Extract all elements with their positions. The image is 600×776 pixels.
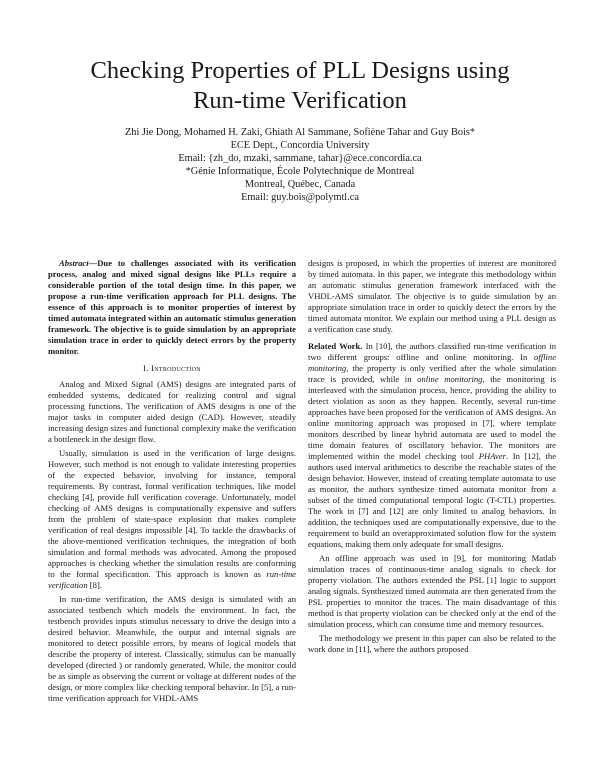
- title-line-2: Run-time Verification: [193, 87, 407, 114]
- abstract: [48, 258, 296, 357]
- related-work-text-b: , the property is only verified after the whole simulation trace is provided, while in: [308, 363, 556, 384]
- paper-title: [40, 56, 560, 116]
- title-line-1: Checking Properties of PLL Designs using: [90, 57, 510, 84]
- right-paragraph-1: designs is proposed, in which the properties of interest are monitored by timed automata. In this paper, we integrate this methodology within an automatic stimulus generation framework interfaced with the VHDL-AMS simulator. The objective is to guide simulation by an appropriate simulation trace in order to quickly detect the errors by the timed automata monitor. We explain our method using a PLL design as a verification case study.: [308, 258, 556, 334]
- intro-paragraph-2: [48, 448, 296, 591]
- related-work-text-d: . In [12], the authors used interval arithmetics to describe the reachable states of the design behavior. However, instead of creating template automata to use as monitor, the authors synthesize timed automata monitor from a subset of the timed computational temporal logic (T-CTL) properties. The work in [7] and [12] are only limited to analog behaviors. In addition, the techniques used are computationally expensive, due to the requirement to build an overapproximated solution flow for the system equations, making them only adequate for small designs.: [308, 451, 557, 549]
- related-work-emphasis-tool: PHAver: [478, 451, 506, 461]
- right-paragraph-3: An offline approach was used in [9], for monitoring Matlab simulation traces of continuous-time analog signals to check for property violation. The authors extended the PSL [1] logic to support analog signals. Synthesized timed automata are then generated from the PSL properties to monitor the traces. The main disadvantage of this method is that property violation can be checked only at the end of the simulation process, which can consume time and memory resources.: [308, 553, 556, 629]
- abstract-text: Due to challenges associated with its verification process, analog and mixed signal designs like PLLs require a considerable portion of the total design time. In this paper, we propose a run-time verification approach for PLL designs. The essence of this approach is to monitor properties of interest by timed automata integrated within an automatic stimulus generation framework. The objective is to guide simulation by an appropriate simulation trace in order to quickly detect errors by the property monitor.: [48, 258, 297, 356]
- author-block: [40, 126, 560, 204]
- intro-p2-emphasis: run-time verification: [48, 569, 296, 590]
- abstract-label: Abstract: [59, 258, 89, 268]
- related-work-paragraph: [308, 341, 556, 550]
- intro-paragraph-3: In run-time verification, the AMS design is simulated with an associated testbench which models the environment. In fact, the testbench provides inputs stimulus necessary to drive the design into a desired behavior. Meanwhile, the output and internal signals are monitored to detect possible errors, by means of logical models that describe the property of interest. Classically, stimulus can be manually developed (directed ) or randomly generated. While, the monitor could be as simple as observing the current or voltage at different nodes of the design, or more complex like checking temporal behavior. In [5], a run-time verification approach for VHDL-AMS: [48, 594, 296, 703]
- email-1: Email: {zh_do, mzaki, sammane, tahar}@ece.concordia.ca: [178, 153, 422, 164]
- affiliation-2: *Génie Informatique, École Polytechnique de Montreal: [185, 166, 415, 177]
- related-work-text-c: , the monitoring is interleaved with the simulation process, hence, providing the ability to detect violation as soon as they happen. Recently, several run-time approaches have been proposed for the verification of AMS designs. An online monitoring approach was proposed in [7], where template monitors described by linear hybrid automata are used to model the time domain features of oscillatory behavior. The monitors are implemented within the model checking tool: [308, 374, 556, 461]
- related-work-emphasis-offline: offline monitoring: [308, 352, 557, 373]
- affiliation-3: Montreal, Québec, Canada: [244, 179, 356, 190]
- related-work-emphasis-online: online monitoring: [417, 374, 483, 384]
- intro-paragraph-1: Analog and Mixed Signal (AMS) designs are integrated parts of embedded systems, dedicated for realizing control and signal processing functions. The verification of AMS designs is one of the major tasks in computer aided design (CAD). However, steadily increasing design sizes and functional complexity make the verification a bottleneck in the design flow.: [48, 379, 296, 444]
- related-work-text-a: In [10], the authors classified run-time verification in two different groups: offline and online monitoring. In: [308, 341, 556, 362]
- author-names: Zhi Jie Dong, Mohamed H. Zaki, Ghiath Al Sammane, Sofiène Tahar and Guy Bois*: [125, 127, 475, 138]
- email-2: Email: guy.bois@polymtl.ca: [241, 192, 359, 203]
- abstract-dash: —: [88, 258, 98, 268]
- intro-p2-text-b: [8].: [89, 580, 102, 590]
- right-paragraph-4: The methodology we present in this paper can also be related to the work done in [11], where the authors proposed: [308, 633, 556, 654]
- left-column: [48, 258, 296, 707]
- right-column: [308, 258, 556, 658]
- related-work-label: Related Work.: [308, 341, 363, 351]
- section-heading-introduction: I. Introduction: [143, 363, 201, 373]
- affiliation-1: ECE Dept., Concordia University: [230, 140, 370, 151]
- intro-p2-text-a: Usually, simulation is used in the verification of large designs. However, such method is not enough to validate interesting properties of the expected behavior, involving for instance, temporal requirements. By contrast, formal verification techniques, like model checking [4], provide full verification coverage. Unfortunately, model checking of AMS designs is computationally expensive and suffers from the problem of state-space explosion that makes complete verification of real designs impossible [4]. To tackle the drawbacks of the above-mentioned verification techniques, the integration of both simulation and formal methods was advocated. Among the proposed approaches is checking whether the simulation results are conforming to the formal specification. This approach is known as: [48, 448, 296, 579]
